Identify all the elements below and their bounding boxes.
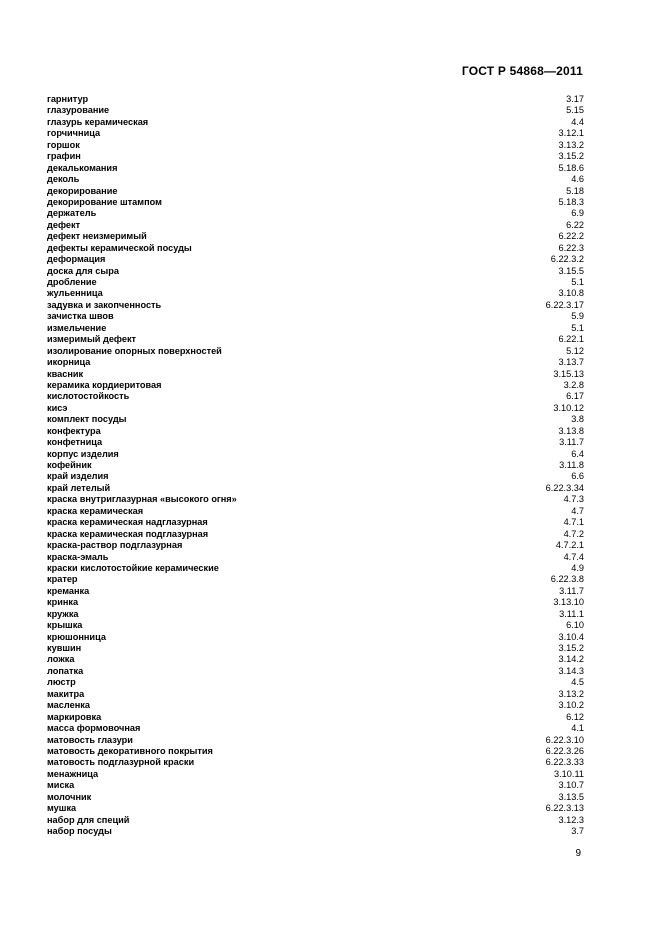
index-reference: 6.22 — [566, 219, 584, 230]
index-entry — [47, 94, 584, 105]
index-term: матовость подглазурной краски — [47, 757, 195, 768]
index-term: люстр — [47, 677, 76, 688]
index-term: квасник — [47, 368, 84, 379]
index-term: комплект посуды — [47, 414, 127, 425]
index-entry — [47, 826, 584, 837]
index-term: крюшонница — [47, 631, 106, 642]
index-entry — [47, 666, 584, 677]
index-entry — [47, 174, 584, 185]
index-entry — [47, 517, 584, 528]
index-term: держатель — [47, 208, 97, 219]
index-reference: 3.11.8 — [559, 460, 584, 470]
document-header: ГОСТ Р 54868—2011 — [461, 64, 583, 78]
index-term: кислотостойкость — [47, 391, 130, 402]
index-entry — [47, 792, 584, 803]
index-reference: 3.10.7 — [558, 780, 584, 791]
index-entry — [47, 654, 584, 665]
index-term: менажница — [47, 768, 99, 779]
index-reference: 3.8 — [571, 414, 584, 425]
index-reference: 6.22.3.17 — [545, 299, 584, 310]
index-reference: 3.15.5 — [558, 265, 584, 276]
index-entry — [47, 369, 584, 380]
index-term: край летелый — [47, 482, 111, 493]
index-reference: 3.13.2 — [558, 688, 584, 699]
index-term: кофейник — [47, 460, 92, 470]
index-reference: 6.22.3.8 — [550, 574, 584, 585]
index-entry — [47, 506, 584, 517]
index-reference: 4.4 — [571, 116, 584, 127]
index-term: набор для специй — [47, 814, 130, 825]
index-term: кратер — [47, 574, 78, 585]
index-term: матовость глазури — [47, 734, 133, 745]
index-entry — [47, 689, 584, 700]
index-reference: 3.13.10 — [553, 597, 584, 608]
index-reference: 3.12.1 — [558, 128, 584, 139]
index-reference: 3.15.2 — [558, 151, 584, 162]
index-entry — [47, 346, 584, 357]
index-reference: 3.13.7 — [558, 357, 584, 368]
index-reference: 3.11.1 — [559, 608, 584, 619]
index-entry — [47, 723, 584, 734]
index-reference: 6.12 — [566, 711, 584, 722]
index-reference: 6.9 — [571, 208, 584, 219]
index-reference: 4.1 — [571, 723, 584, 734]
index-term: горчичница — [47, 128, 101, 139]
index-entry — [47, 643, 584, 654]
index-reference: 3.11.7 — [559, 585, 584, 596]
index-entry — [47, 140, 584, 151]
index-entry — [47, 574, 584, 585]
index-entry — [47, 391, 584, 402]
index-term: измельчение — [47, 322, 107, 333]
index-reference: 3.10.8 — [558, 288, 584, 299]
index-term: набор посуды — [47, 826, 112, 836]
index-reference: 6.10 — [566, 620, 584, 631]
index-entry — [47, 712, 584, 723]
index-term: кружка — [47, 608, 79, 619]
index-reference: 6.4 — [571, 448, 584, 459]
index-term: краска керамическая подглазурная — [47, 528, 209, 539]
index-term: креманка — [47, 585, 90, 596]
index-entry — [47, 460, 584, 471]
index-entry — [47, 471, 584, 482]
index-entry — [47, 746, 584, 757]
index-entry — [47, 597, 584, 608]
index-term: краски кислотостойкие керамические — [47, 562, 219, 573]
index-term: корпус изделия — [47, 448, 119, 459]
index-term: краска керамическая надглазурная — [47, 517, 208, 528]
index-entry — [47, 803, 584, 814]
index-term: глазурование — [47, 105, 110, 116]
index-entry — [47, 163, 584, 174]
index-entry — [47, 254, 584, 265]
index-reference: 6.22.3.33 — [545, 757, 584, 768]
index-entry — [47, 220, 584, 231]
index-reference: 4.7 — [571, 505, 584, 516]
index-entry — [47, 197, 584, 208]
index-entry — [47, 334, 584, 345]
index-entry — [47, 403, 584, 414]
index-term: изолирование опорных поверхностей — [47, 345, 222, 356]
index-reference: 5.18.6 — [558, 162, 584, 173]
index-reference: 3.10.11 — [554, 768, 584, 779]
index-term: мушка — [47, 803, 77, 814]
index-term: лопатка — [47, 665, 84, 676]
index-reference: 4.6 — [571, 174, 584, 185]
index-entry — [47, 426, 584, 437]
index-entry — [47, 151, 584, 162]
term-index-list — [47, 94, 584, 837]
index-term: маркировка — [47, 711, 102, 722]
index-term: ложка — [47, 654, 75, 665]
index-term: декорирование — [47, 185, 118, 196]
index-reference: 3.17 — [566, 94, 584, 104]
index-reference: 4.7.2 — [563, 528, 584, 539]
index-reference: 3.12.3 — [558, 814, 584, 825]
index-term: зачистка швов — [47, 311, 114, 322]
index-term: деколь — [47, 174, 80, 185]
index-entry — [47, 231, 584, 242]
index-entry — [47, 414, 584, 425]
index-reference: 3.15.13 — [553, 368, 584, 379]
index-term: краска керамическая — [47, 505, 144, 516]
index-reference: 4.9 — [571, 562, 584, 573]
index-term: молочник — [47, 791, 92, 802]
index-reference: 3.2.8 — [563, 379, 584, 390]
index-entry — [47, 380, 584, 391]
index-term: крышка — [47, 620, 83, 631]
index-term: конфектура — [47, 425, 101, 436]
index-term: миска — [47, 780, 75, 791]
index-term: дефекты керамической посуды — [47, 242, 192, 253]
index-reference: 6.22.3.10 — [545, 734, 584, 745]
index-entry — [47, 243, 584, 254]
index-reference: 3.13.2 — [558, 139, 584, 150]
index-reference: 4.5 — [571, 677, 584, 688]
index-reference: 3.7 — [571, 826, 584, 836]
index-entry — [47, 540, 584, 551]
index-entry — [47, 815, 584, 826]
index-reference: 4.7.1 — [563, 517, 584, 528]
index-reference: 6.22.2 — [558, 231, 584, 242]
index-reference: 3.10.4 — [558, 631, 584, 642]
index-term: кринка — [47, 597, 79, 608]
index-reference: 4.7.4 — [563, 551, 584, 562]
index-reference: 3.10.2 — [558, 700, 584, 711]
index-reference: 3.11.7 — [559, 437, 584, 448]
index-entry — [47, 529, 584, 540]
index-entry — [47, 357, 584, 368]
index-term: икорница — [47, 357, 91, 368]
index-entry — [47, 609, 584, 620]
index-entry — [47, 300, 584, 311]
index-term: краска внутриглазурная «высокого огня» — [47, 494, 237, 505]
index-reference: 3.15.2 — [558, 643, 584, 653]
index-entry — [47, 437, 584, 448]
index-reference: 6.17 — [566, 391, 584, 402]
index-term: дробление — [47, 277, 97, 287]
index-entry — [47, 700, 584, 711]
index-entry — [47, 311, 584, 322]
index-term: краска-раствор подглазурная — [47, 540, 183, 551]
index-reference: 6.6 — [571, 471, 584, 482]
index-entry — [47, 769, 584, 780]
index-term: конфетница — [47, 437, 103, 448]
index-term: графин — [47, 151, 81, 162]
index-term: масленка — [47, 700, 90, 711]
index-entry — [47, 677, 584, 688]
index-term: кувшин — [47, 643, 82, 653]
index-term: керамика кордиеритовая — [47, 379, 162, 390]
index-entry — [47, 586, 584, 597]
index-term: кисэ — [47, 402, 68, 413]
index-term: край изделия — [47, 471, 109, 482]
page-number: 9 — [575, 848, 581, 859]
index-entry — [47, 208, 584, 219]
index-entry — [47, 186, 584, 197]
index-entry — [47, 483, 584, 494]
index-term: жульенница — [47, 288, 103, 299]
index-reference: 3.13.5 — [558, 791, 584, 802]
index-reference: 6.22.3 — [558, 242, 584, 253]
index-reference: 3.14.2 — [558, 654, 584, 665]
index-entry — [47, 632, 584, 643]
index-reference: 3.13.8 — [558, 425, 584, 436]
index-entry — [47, 780, 584, 791]
index-reference: 5.1 — [571, 277, 584, 287]
index-term: декорирование штампом — [47, 196, 162, 207]
index-reference: 4.7.2.1 — [555, 540, 584, 551]
index-reference: 4.7.3 — [563, 494, 584, 505]
index-term: горшок — [47, 139, 80, 150]
index-term: глазурь керамическая — [47, 116, 149, 127]
index-entry — [47, 117, 584, 128]
index-term: доска для сыра — [47, 265, 119, 276]
index-entry — [47, 757, 584, 768]
index-term: матовость декоративного покрытия — [47, 745, 213, 756]
index-reference: 5.18.3 — [558, 196, 584, 207]
index-entry — [47, 449, 584, 460]
index-reference: 5.12 — [566, 345, 584, 356]
index-reference: 6.22.3.26 — [545, 745, 584, 756]
index-entry — [47, 128, 584, 139]
index-entry — [47, 266, 584, 277]
index-entry — [47, 277, 584, 288]
index-reference: 5.1 — [571, 322, 584, 333]
index-reference: 3.14.3 — [558, 665, 584, 676]
index-entry — [47, 288, 584, 299]
index-entry — [47, 620, 584, 631]
index-entry — [47, 323, 584, 334]
index-term: дефект неизмеримый — [47, 231, 147, 242]
index-reference: 5.15 — [566, 105, 584, 116]
index-term: дефект — [47, 219, 81, 230]
index-term: макитра — [47, 688, 85, 699]
index-entry — [47, 563, 584, 574]
index-term: деформация — [47, 254, 106, 265]
index-reference: 3.10.12 — [553, 402, 584, 413]
index-entry — [47, 105, 584, 116]
index-reference: 6.22.3.34 — [545, 482, 584, 493]
index-term: измеримый дефект — [47, 334, 137, 345]
index-term: гарнитур — [47, 94, 89, 104]
index-reference: 6.22.3.2 — [550, 254, 584, 265]
index-reference: 6.22.3.13 — [545, 803, 584, 814]
index-term: краска-эмаль — [47, 551, 109, 562]
index-reference: 6.22.1 — [558, 334, 584, 345]
index-reference: 5.9 — [571, 311, 584, 322]
index-entry — [47, 735, 584, 746]
index-entry — [47, 494, 584, 505]
index-term: декалькомания — [47, 162, 118, 173]
index-reference: 5.18 — [566, 185, 584, 196]
index-term: задувка и закопченность — [47, 299, 162, 310]
index-entry — [47, 552, 584, 563]
index-term: масса формовочная — [47, 723, 141, 734]
